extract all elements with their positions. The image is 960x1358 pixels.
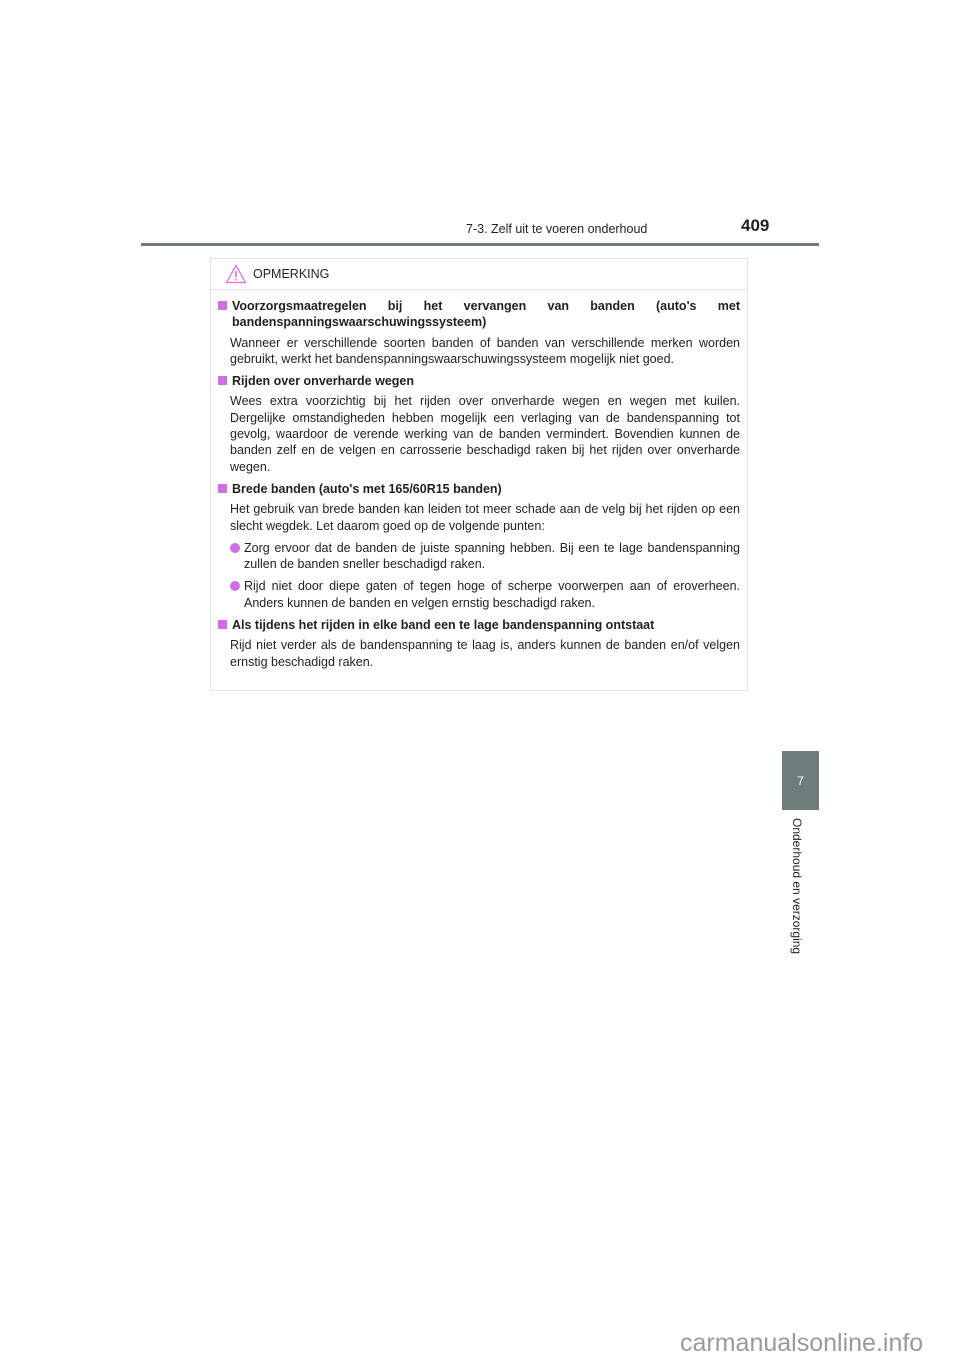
square-bullet-icon bbox=[218, 620, 227, 629]
chapter-tab bbox=[782, 751, 819, 810]
notice-box bbox=[210, 258, 748, 691]
section-title: Brede banden (auto's met 165/60R15 banden) bbox=[232, 481, 502, 496]
notice-header bbox=[211, 259, 747, 290]
notice-title: OPMERKING bbox=[253, 267, 330, 281]
list-item bbox=[218, 578, 740, 611]
square-bullet-icon bbox=[218, 301, 227, 310]
section-text: Het gebruik van brede banden kan leiden tot meer schade aan de velg bij het rijden op een slecht wegdek. Let daarom goed op de volgende punten: bbox=[230, 502, 740, 533]
notice-section bbox=[218, 298, 740, 367]
section-text: Wanneer er verschillende soorten banden of banden van verschillende merken worden gebruikt, werkt het bandenspanningswaarschuwingssysteem mogelijk niet goed. bbox=[230, 335, 740, 366]
list-item bbox=[218, 540, 740, 573]
header-divider bbox=[141, 243, 819, 246]
chapter-label: Onderhoud en verzorging bbox=[790, 818, 804, 955]
section-title: Rijden over onverharde wegen bbox=[232, 374, 414, 389]
square-bullet-icon bbox=[218, 376, 227, 385]
page-number: 409 bbox=[741, 216, 770, 235]
list-item-text: Rijd niet door diepe gaten of tegen hoge of scherpe voorwerpen aan of eroverheen. Anders kunnen de banden en velgen ernstig beschadigd raken. bbox=[244, 579, 740, 610]
watermark: carmanualsonline.info bbox=[680, 1329, 924, 1357]
section-text: Rijd niet verder als de bandenspanning te laag is, anders kunnen de banden en/of velgen ernstig beschadigd raken. bbox=[230, 638, 740, 669]
notice-section bbox=[218, 617, 740, 670]
section-title: Als tijdens het rijden in elke band een te lage bandenspanning ontstaat bbox=[232, 618, 655, 633]
square-bullet-icon bbox=[218, 484, 227, 493]
notice-section bbox=[218, 373, 740, 475]
notice-body bbox=[211, 290, 747, 670]
notice-section bbox=[218, 481, 740, 611]
section-text: Wees extra voorzichtig bij het rijden over onverharde wegen en wegen met kuilen. Dergelijke omstandigheden hebben mogelijk een verlaging van de bandenspanning tot gevolg, waardoor de verende werking van de banden vermindert. Bovendien kunnen de banden zelf en de velgen en carrosserie beschadigd raken bij het rijden over onverharde wegen. bbox=[230, 394, 740, 474]
warning-triangle-icon bbox=[225, 264, 247, 284]
section-title: Voorzorgsmaatregelen bij het vervangen van banden (auto's met bandenspanningswaarschuwingssysteem) bbox=[232, 299, 740, 330]
list-item-text: Zorg ervoor dat de banden de juiste spanning hebben. Bij een te lage bandenspanning zullen de banden sneller beschadigd raken. bbox=[244, 540, 740, 572]
section-header: 7-3. Zelf uit te voeren onderhoud bbox=[466, 222, 648, 236]
circle-bullet-icon bbox=[230, 581, 240, 591]
circle-bullet-icon bbox=[230, 543, 240, 553]
chapter-number: 7 bbox=[797, 773, 804, 788]
